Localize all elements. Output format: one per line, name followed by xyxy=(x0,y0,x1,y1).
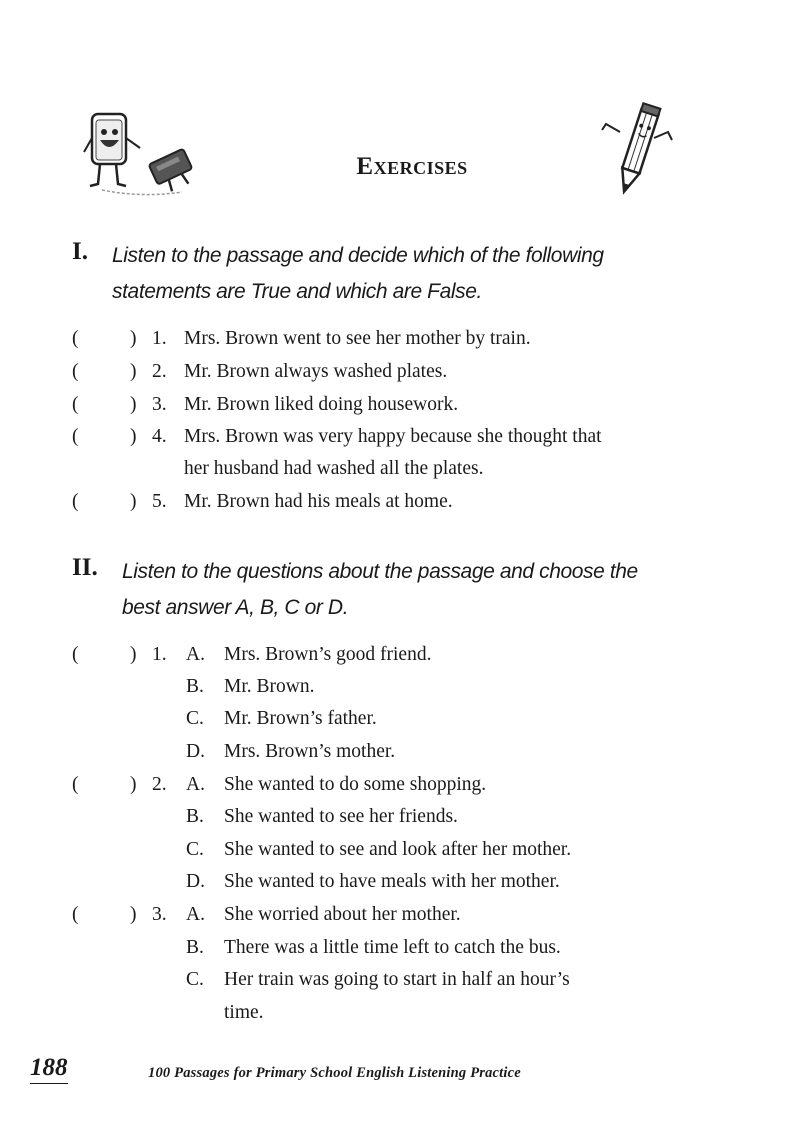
option-letter: B. xyxy=(186,937,204,958)
option-letter: C. xyxy=(186,839,204,860)
answer-blank-close: ) xyxy=(130,491,137,512)
answer-blank-open[interactable]: ( xyxy=(72,904,79,925)
answer-option xyxy=(72,964,712,1030)
answer-blank-close: ) xyxy=(130,328,137,349)
cartoon-pencil-icon xyxy=(598,102,678,202)
book-title: 100 Passages for Primary School English Listening Practice xyxy=(148,1065,521,1081)
item-number: 5. xyxy=(152,491,167,512)
item-statement: Mr. Brown always washed plates. xyxy=(184,361,448,382)
item-number: 1. xyxy=(152,328,167,349)
answer-blank-close: ) xyxy=(130,426,137,447)
answer-blank-open[interactable]: ( xyxy=(72,774,79,795)
option-text: Mrs. Brown’s mother. xyxy=(224,741,396,762)
option-text: She wanted to see her friends. xyxy=(224,806,458,827)
option-letter: D. xyxy=(186,741,205,762)
section-number: I. xyxy=(72,238,88,265)
answer-blank-open[interactable]: ( xyxy=(72,394,79,415)
section-1-heading xyxy=(72,238,712,314)
answer-blank-close: ) xyxy=(130,644,137,665)
option-text: Mr. Brown. xyxy=(224,676,315,697)
option-text-continued: time. xyxy=(224,1002,264,1023)
answer-blank-close: ) xyxy=(130,394,137,415)
option-text: Mr. Brown’s father. xyxy=(224,708,377,729)
answer-blank-close: ) xyxy=(130,904,137,925)
question-number: 3. xyxy=(152,904,167,925)
option-text: Mrs. Brown’s good friend. xyxy=(224,644,432,665)
section-instruction: Listen to the questions about the passage and choose the best answer A, B, C or D. xyxy=(122,560,638,619)
section-2-heading xyxy=(72,554,712,630)
option-letter: B. xyxy=(186,676,204,697)
option-text: She wanted to have meals with her mother. xyxy=(224,871,560,892)
option-text: Her train was going to start in half an hour’s xyxy=(224,969,570,990)
option-letter: A. xyxy=(186,644,205,665)
option-letter: C. xyxy=(186,969,204,990)
page-header xyxy=(0,100,800,210)
question-number: 1. xyxy=(152,644,167,665)
page-footer xyxy=(0,1054,800,1094)
answer-blank-open[interactable]: ( xyxy=(72,426,79,447)
section-number: II. xyxy=(72,554,98,581)
option-letter: A. xyxy=(186,904,205,925)
page-title: Exercises xyxy=(356,153,468,180)
answer-blank-close: ) xyxy=(130,361,137,382)
answer-blank-open[interactable]: ( xyxy=(72,328,79,349)
question-number: 2. xyxy=(152,774,167,795)
option-letter: B. xyxy=(186,806,204,827)
answer-blank-close: ) xyxy=(130,774,137,795)
option-letter: A. xyxy=(186,774,205,795)
item-statement: Mrs. Brown went to see her mother by train. xyxy=(184,328,531,349)
option-text: She wanted to see and look after her mother. xyxy=(224,839,572,860)
item-statement: Mr. Brown had his meals at home. xyxy=(184,491,453,512)
item-statement: Mr. Brown liked doing housework. xyxy=(184,394,459,415)
item-number: 2. xyxy=(152,361,167,382)
option-text: She wanted to do some shopping. xyxy=(224,774,487,795)
option-letter: D. xyxy=(186,871,205,892)
option-letter: C. xyxy=(186,708,204,729)
answer-blank-open[interactable]: ( xyxy=(72,644,79,665)
option-text: There was a little time left to catch the bus. xyxy=(224,937,561,958)
item-number: 3. xyxy=(152,394,167,415)
true-false-item xyxy=(72,421,712,487)
item-number: 4. xyxy=(152,426,167,447)
answer-blank-open[interactable]: ( xyxy=(72,361,79,382)
answer-blank-open[interactable]: ( xyxy=(72,491,79,512)
option-text: She worried about her mother. xyxy=(224,904,461,925)
item-statement: Mrs. Brown was very happy because she thought that xyxy=(184,426,602,447)
page-number: 188 xyxy=(30,1054,68,1084)
item-statement-continued: her husband had washed all the plates. xyxy=(184,458,484,479)
section-instruction: Listen to the passage and decide which of the following statements are True and which are False. xyxy=(112,244,604,303)
